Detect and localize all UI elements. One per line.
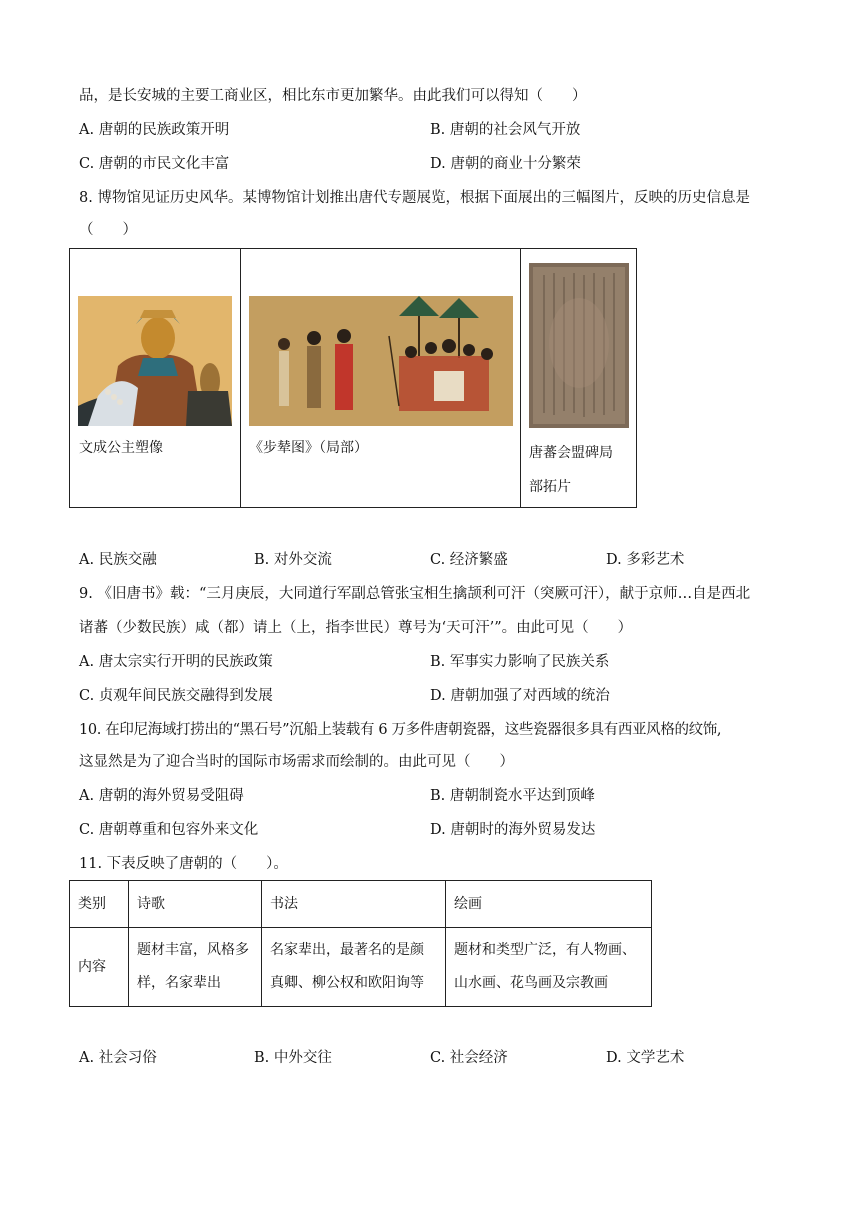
q11-stem: 11. 下表反映了唐朝的（ ）。 (79, 856, 288, 872)
q8-option-b[interactable]: B. 对外交流 (254, 552, 332, 568)
q8-picture-table (69, 248, 637, 508)
cell-painting-line1: 题材和类型广泛，有人物画、 (454, 942, 636, 958)
q11-culture-table (69, 880, 652, 1007)
q7-option-d[interactable]: D. 唐朝的商业十分繁荣 (430, 156, 581, 172)
q11-option-a[interactable]: A. 社会习俗 (79, 1050, 157, 1066)
q11-option-c[interactable]: C. 社会经济 (430, 1050, 508, 1066)
painting-caption: 《步辇图》（局部） (249, 440, 368, 456)
q9-stem-line2: 诸蕃（少数民族）咸（都）请上（上，指李世民）尊号为‘天可汗’”。由此可见（ ） (79, 620, 633, 636)
bunian-painting-image (249, 296, 513, 426)
cell-poetry-line2: 样，名家辈出 (137, 975, 221, 991)
cell-painting (446, 928, 652, 1007)
q8-option-d[interactable]: D. 多彩艺术 (606, 552, 685, 568)
stele-cell (521, 249, 637, 507)
cell-calligraphy (262, 928, 446, 1007)
q8-option-c[interactable]: C. 经济繁盛 (430, 552, 508, 568)
cell-poetry-line1: 题材丰富，风格多 (137, 942, 249, 958)
q10-option-d[interactable]: D. 唐朝时的海外贸易发达 (430, 822, 596, 838)
q7-option-c[interactable]: C. 唐朝的市民文化丰富 (79, 156, 230, 172)
row-label-content: 内容 (70, 928, 129, 1007)
stele-caption-line1: 唐蕃会盟碑局 (529, 445, 613, 461)
q8-stem-line2: （ ） (79, 222, 137, 238)
header-painting: 绘画 (446, 881, 652, 928)
q10-option-b[interactable]: B. 唐朝制瓷水平达到顶峰 (430, 788, 595, 804)
header-calligraphy: 书法 (262, 881, 446, 928)
stele-rubbing-image (529, 263, 629, 428)
q9-option-c[interactable]: C. 贞观年间民族交融得到发展 (79, 688, 273, 704)
statue-caption: 文成公主塑像 (79, 440, 163, 456)
q10-option-a[interactable]: A. 唐朝的海外贸易受阻碍 (79, 788, 244, 804)
q10-stem-line1: 10. 在印尼海域打捞出的“黑石号”沉船上装载有 6 万多件唐朝瓷器，这些瓷器很多具有西亚风格的纹饰, (79, 722, 722, 738)
table-row (70, 928, 652, 1007)
q10-stem-line2: 这显然是为了迎合当时的国际市场需求而绘制的。由此可见（ ） (79, 754, 514, 770)
q10-option-c[interactable]: C. 唐朝尊重和包容外来文化 (79, 822, 259, 838)
header-poetry: 诗歌 (129, 881, 262, 928)
stele-caption-line2: 部拓片 (529, 479, 571, 495)
q8-option-a[interactable]: A. 民族交融 (79, 552, 157, 568)
q11-option-b[interactable]: B. 中外交往 (254, 1050, 332, 1066)
q7-stem-tail: 品，是长安城的主要工商业区，相比东市更加繁华。由此我们可以得知（ ） (79, 88, 587, 104)
cell-calligraphy-line1: 名家辈出，最著名的是颜 (270, 942, 424, 958)
header-category: 类别 (70, 881, 129, 928)
q9-stem-line1: 9. 《旧唐书》载：“三月庚辰，大同道行军副总管张宝相生擒颉利可汗（突厥可汗），献于京师…自是西北 (79, 586, 751, 602)
cell-poetry (129, 928, 262, 1007)
q11-option-d[interactable]: D. 文学艺术 (606, 1050, 685, 1066)
wencheng-statue-image (78, 296, 232, 426)
painting-cell (241, 249, 520, 507)
statue-cell (70, 249, 240, 507)
q9-option-b[interactable]: B. 军事实力影响了民族关系 (430, 654, 610, 670)
cell-calligraphy-line2: 真卿、柳公权和欧阳询等 (270, 975, 424, 991)
q9-option-d[interactable]: D. 唐朝加强了对西域的统治 (430, 688, 610, 704)
cell-painting-line2: 山水画、花鸟画及宗教画 (454, 975, 608, 991)
q7-option-a[interactable]: A. 唐朝的民族政策开明 (79, 122, 230, 138)
q9-option-a[interactable]: A. 唐太宗实行开明的民族政策 (79, 654, 273, 670)
q7-option-b[interactable]: B. 唐朝的社会风气开放 (430, 122, 581, 138)
q8-stem-line1: 8. 博物馆见证历史风华。某博物馆计划推出唐代专题展览，根据下面展出的三幅图片，反映的历史信息是 (79, 190, 750, 206)
table-header-row (70, 881, 652, 928)
